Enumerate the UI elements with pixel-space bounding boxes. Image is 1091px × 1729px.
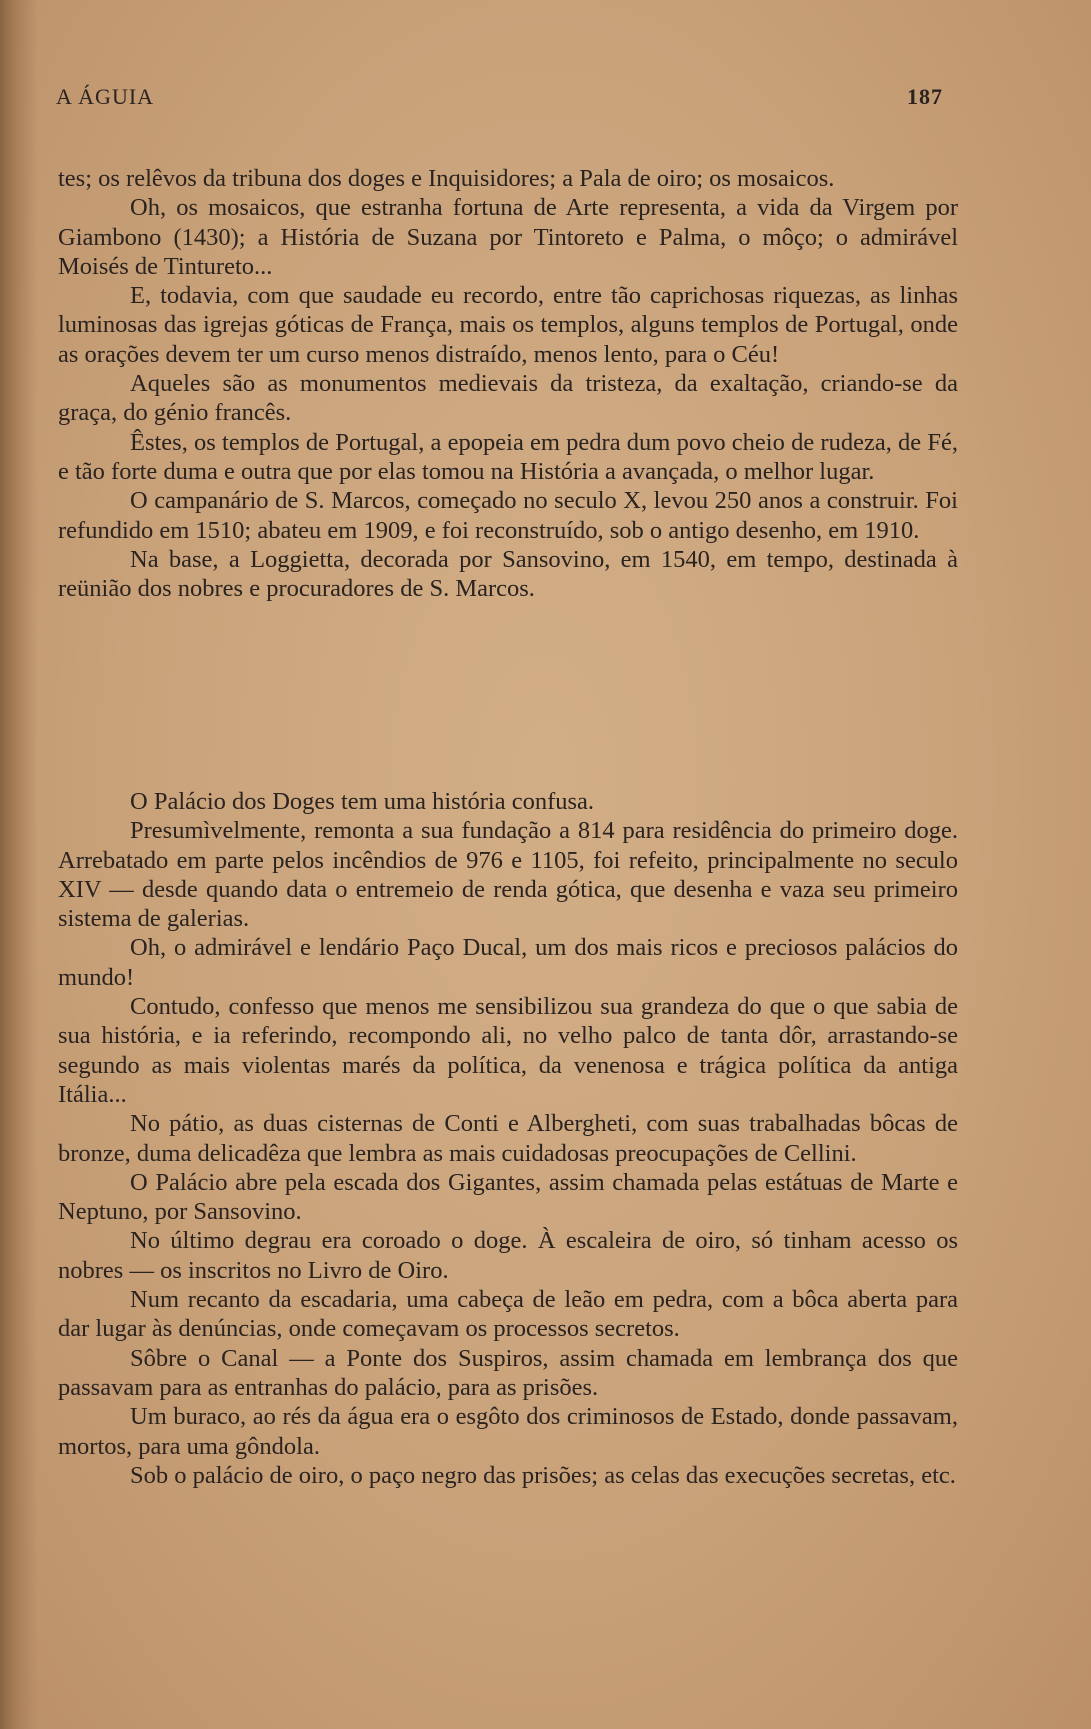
paragraph: Oh, o admirável e lendário Paço Ducal, um dos mais ricos e preciosos palácios do mundo! [58, 934, 958, 991]
page-header [56, 84, 943, 118]
paragraph: Presumìvelmente, remonta a sua fundação a 814 para residência do primeiro doge. Arrebatado em parte pelos incêndios de 976 e 1105, foi refeito, principalmente no seculo XIV — desde quando data o entremeio de renda gótica, que desenha e vaza seu primeiro sistema de galerias. [58, 817, 958, 933]
paragraph: O campanário de S. Marcos, começado no seculo X, levou 250 anos a construir. Foi refundido em 1510; abateu em 1909, e foi reconstruído, sob o antigo desenho, em 1910. [58, 487, 958, 544]
text-block-2 [58, 787, 958, 1490]
paragraph: Contudo, confesso que menos me sensibilizou sua grandeza do que o que sabia de sua história, e ia referindo, recompondo ali, no velho palco de tanta dôr, arrastando-se segundo as mais violentas marés da política, da venenosa e trágica política da antiga Itália... [58, 993, 958, 1108]
paragraph: Sob o palácio de oiro, o paço negro das prisões; as celas das execuções secretas, etc. [130, 1461, 956, 1489]
page-number: 187 [907, 84, 943, 109]
paragraph: Êstes, os templos de Portugal, a epopeia em pedra dum povo cheio de rudeza, de Fé, e tão forte duma e outra que por elas tomou na História a avançada, o melhor lugar. [58, 428, 958, 485]
paragraph: Oh, os mosaicos, que estranha fortuna de Arte representa, a vida da Virgem por Giambono (1430); a História de Suzana por Tintoreto e Palma, o môço; o admirável Moisés de Tintureto... [58, 194, 958, 280]
paragraph: O Palácio abre pela escada dos Gigantes, assim chamada pelas estátuas de Marte e Neptuno, por Sansovino. [58, 1168, 958, 1226]
paragraph: Sôbre o Canal — a Ponte dos Suspiros, assim chamada em lembrança dos que passavam para as entranhas do palácio, para as prisões. [58, 1344, 958, 1401]
paragraph: No pátio, as duas cisternas de Conti e Albergheti, com suas trabalhadas bôcas de bronze, duma delicadêza que lembra as mais cuidadosas preocupações de Cellini. [58, 1110, 958, 1167]
text-block-1 [58, 164, 958, 603]
paragraph: E, todavia, com que saudade eu recordo, entre tão caprichosas riquezas, as linhas luminosas das igrejas góticas de França, mais os templos, alguns templos de Portugal, onde as orações devem ter um curso menos distraído, menos lento, para o Céu! [58, 282, 958, 368]
paragraph: Num recanto da escadaria, uma cabeça de leão em pedra, com a bôca aberta para dar lugar às denúncias, onde começavam os processos secretos. [58, 1286, 958, 1343]
paragraph: O Palácio dos Doges tem uma história confusa. [130, 788, 595, 815]
paragraph: tes; os relêvos da tribuna dos doges e Inquisidores; a Pala de oiro; os mosaicos. [58, 165, 835, 192]
paragraph: Na base, a Loggietta, decorada por Sansovino, em 1540, em tempo, destinada à reünião dos nobres e procuradores de S. Marcos. [58, 545, 958, 603]
paragraph: Aqueles são as monumentos medievais da tristeza, da exaltação, criando-se da graça, do génio francês. [58, 370, 958, 427]
paragraph: Um buraco, ao rés da água era o esgôto dos criminosos de Estado, donde passavam, mortos, para uma gôndola. [58, 1403, 958, 1460]
running-title: A ÁGUIA [56, 84, 155, 109]
paragraph: No último degrau era coroado o doge. À escaleira de oiro, só tinham acesso os nobres — os inscritos no Livro de Oiro. [58, 1227, 958, 1284]
